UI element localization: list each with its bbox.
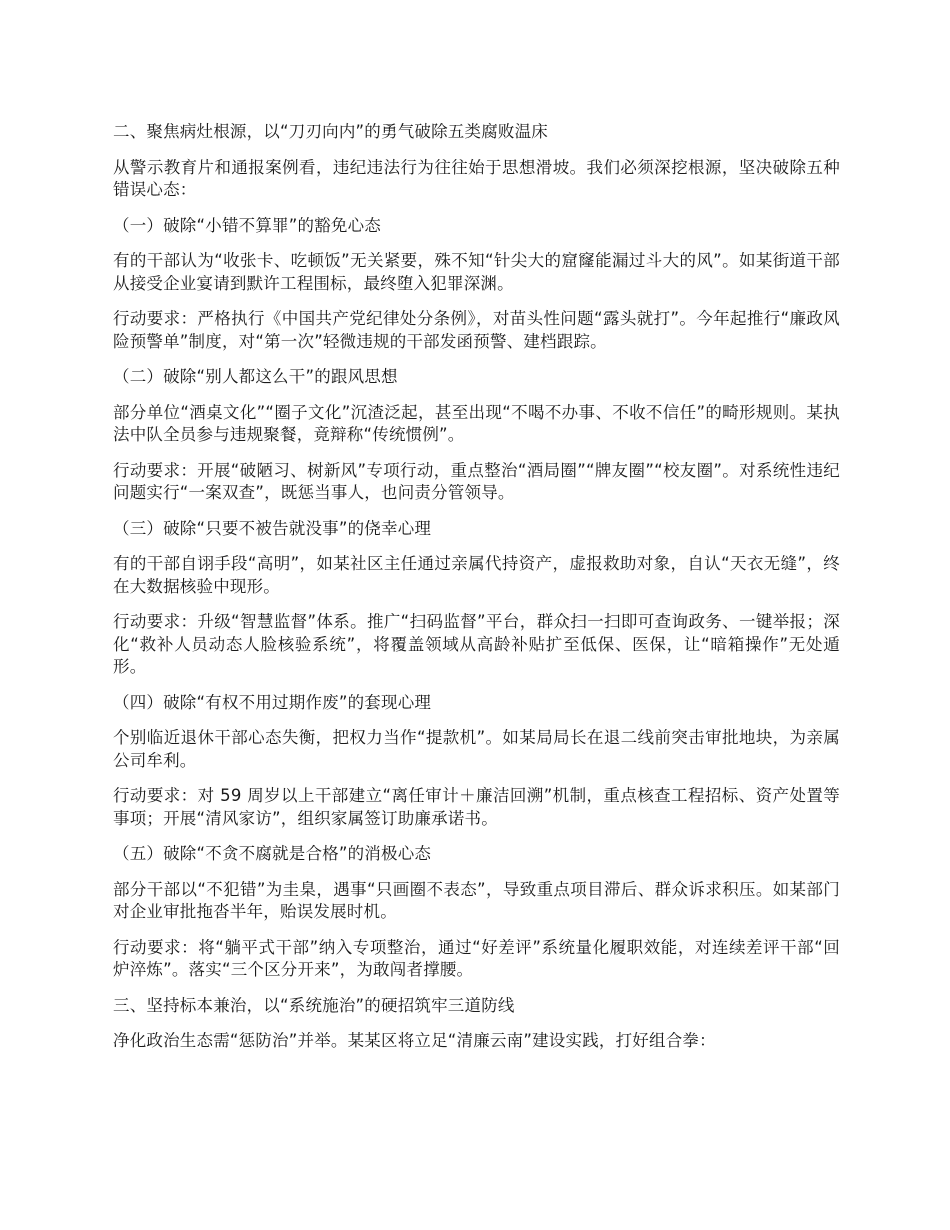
action-requirement-paragraph: 行动要求：将“躺平式干部”纳入专项整治，通过“好差评”系统量化履职效能，对连续差评干部“回炉淬炼”。落实“三个区分开来”，为敢闯者撑腰。 — [113, 937, 840, 979]
body-paragraph: 部分干部以“不犯错”为圭臬，遇事“只画圈不表态”，导致重点项目滞后、群众诉求积压。如某部门对企业审批拖沓半年，贻误发展时机。 — [113, 879, 840, 921]
action-requirement-paragraph: 行动要求：对 59 周岁以上干部建立“离任审计＋廉洁回溯”机制，重点核查工程招标、资产处置等事项；开展“清风家访”，组织家属签订助廉承诺书。 — [113, 786, 840, 828]
subsection-heading: （一）破除“小错不算罪”的豁免心态 — [113, 215, 381, 235]
body-paragraph: 有的干部认为“收张卡、吃顿饭”无关紧要，殊不知“针尖大的窟窿能漏过斗大的风”。如某街道干部从接受企业宴请到默许工程围标，最终堕入犯罪深渊。 — [113, 251, 840, 293]
body-paragraph: 净化政治生态需“惩防治”并举。某某区将立足“清廉云南”建设实践，打好组合拳： — [113, 1031, 716, 1050]
body-paragraph: 个别临近退休干部心态失衡，把权力当作“提款机”。如某局局长在退二线前突击审批地块，为亲属公司牟利。 — [113, 728, 840, 770]
section-heading: 三、坚持标本兼治，以“系统施治”的硬招筑牢三道防线 — [113, 995, 515, 1015]
body-paragraph: 部分单位“酒桌文化”“圈子文化”沉渣泛起，甚至出现“不喝不办事、不收不信任”的畸形规则。某执法中队全员参与违规聚餐，竟辩称“传统惯例”。 — [113, 402, 840, 444]
action-requirement-paragraph: 行动要求：严格执行《中国共产党纪律处分条例》，对苗头性问题“露头就打”。今年起推行“廉政风险预警单”制度，对“第一次”轻微违规的干部发函预警、建档跟踪。 — [113, 309, 840, 351]
action-requirement-paragraph: 行动要求：开展“破陋习、树新风”专项行动，重点整治“酒局圈”“牌友圈”“校友圈”。对系统性违纪问题实行“一案双查”，既惩当事人，也问责分管领导。 — [113, 460, 840, 502]
action-requirement-paragraph: 行动要求：升级“智慧监督”体系。推广“扫码监督”平台，群众扫一扫即可查询政务、一键举报；深化“救补人员动态人脸核验系统”，将覆盖领域从高龄补贴扩至低保、医保，让“暗箱操作”无处遁形。 — [113, 612, 840, 676]
section-heading: 二、聚焦病灶根源，以“刀刃向内”的勇气破除五类腐败温床 — [113, 122, 548, 141]
body-paragraph: 有的干部自诩手段“高明”，如某社区主任通过亲属代持资产，虚报救助对象，自认“天衣无缝”，终在大数据核验中现形。 — [113, 554, 840, 596]
document-body — [113, 121, 840, 1066]
subsection-heading: （四）破除“有权不用过期作废”的套现心理 — [113, 692, 432, 712]
subsection-heading: （三）破除“只要不被告就没事”的侥幸心理 — [113, 518, 432, 538]
subsection-heading: （二）破除“别人都这么干”的跟风思想 — [113, 367, 398, 386]
subsection-heading: （五）破除“不贪不腐就是合格”的消极心态 — [113, 844, 432, 863]
body-paragraph: 从警示教育片和通报案例看，违纪违法行为往往始于思想滑坡。我们必须深挖根源，坚决破除五种错误心态： — [113, 157, 840, 199]
